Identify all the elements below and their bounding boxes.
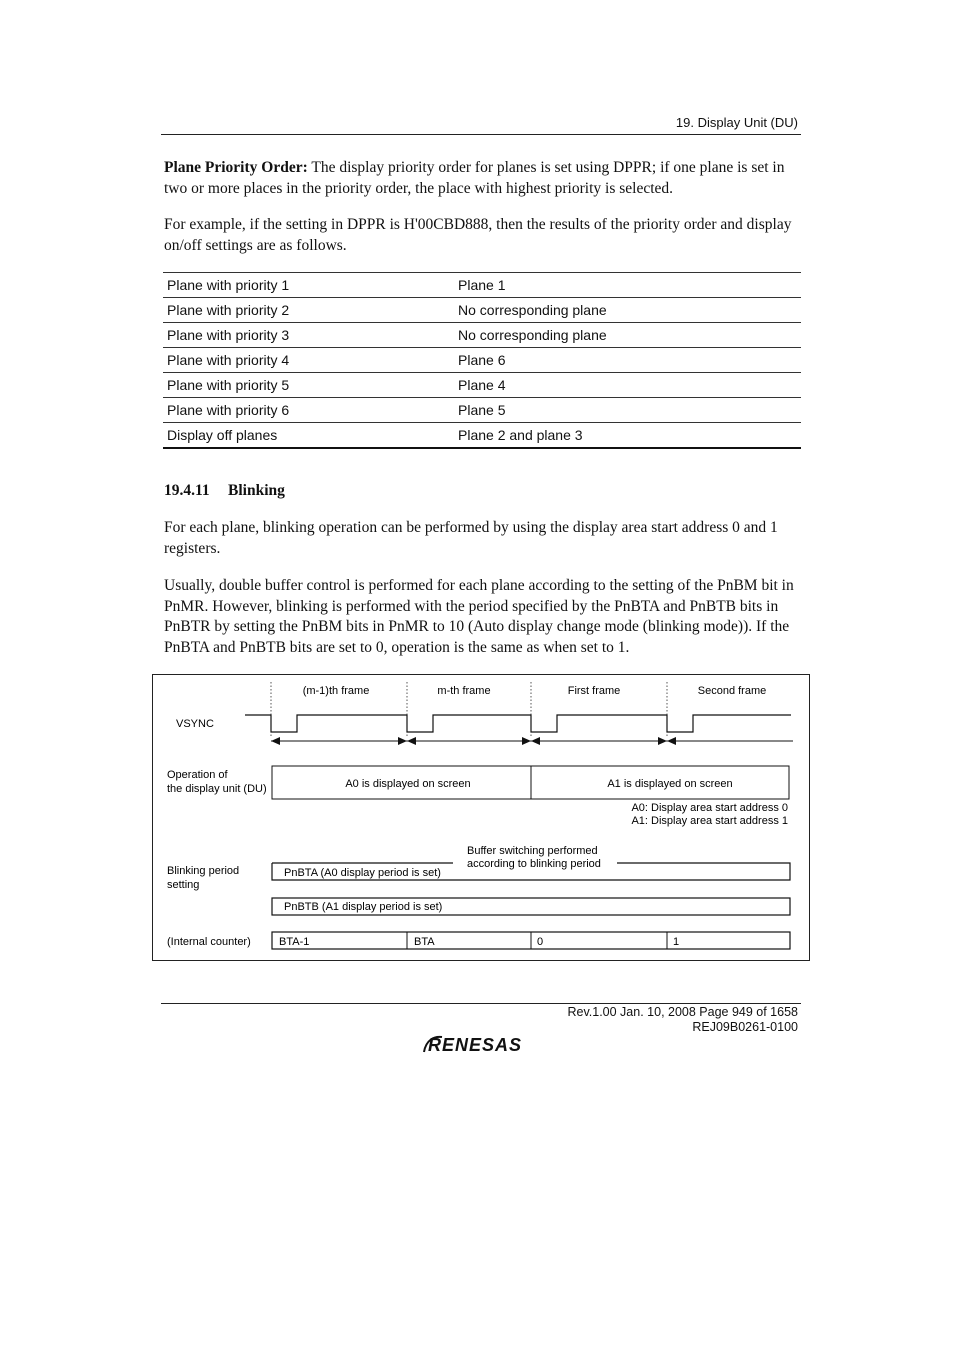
footer-rule: [161, 1003, 801, 1004]
table-cell: Plane with priority 1: [163, 273, 454, 298]
buffer-note: according to blinking period: [467, 858, 601, 870]
section-number: 19.4.11: [164, 482, 210, 499]
table-cell: Plane 6: [454, 348, 801, 373]
table-cell: Plane with priority 3: [163, 323, 454, 348]
table-cell: No corresponding plane: [454, 298, 801, 323]
pnbta-text: PnBTA (A0 display period is set): [284, 867, 441, 879]
section-title: Blinking: [228, 482, 285, 499]
vsync-waveform: [245, 715, 791, 732]
counter-value: BTA-1: [279, 936, 310, 948]
blinking-paragraph-1: For each plane, blinking operation can be performed by using the display area start address 0 and 1 registers.: [164, 519, 778, 557]
header-rule: [161, 134, 801, 135]
section-heading: [164, 482, 285, 500]
table-cell: No corresponding plane: [454, 323, 801, 348]
frame-label: Second frame: [697, 685, 767, 697]
plane-priority-heading: Plane Priority Order:: [164, 159, 308, 176]
plane-priority-text: The display priority order for planes is set using DPPR; if one plane is set in two or more places in the priority order, the place with highest priority is selected.: [164, 159, 785, 197]
arrowhead: [522, 737, 531, 745]
a0-note: A0: Display area start address 0: [631, 802, 788, 814]
example-paragraph: For example, if the setting in DPPR is H'00CBD888, then the results of the priority order and display on/off settings are as follows.: [164, 216, 792, 254]
table-cell: Plane 2 and plane 3: [454, 423, 801, 449]
table-row: [163, 348, 801, 373]
blink-label: setting: [167, 879, 200, 891]
arrowhead: [531, 737, 540, 745]
arrowhead: [398, 737, 407, 745]
table-cell: Plane 4: [454, 373, 801, 398]
table-cell: Plane 5: [454, 398, 801, 423]
page-footer: [567, 1005, 798, 1035]
table-cell: Display off planes: [163, 423, 454, 449]
blinking-timing-diagram: [152, 674, 810, 961]
logo-wordmark: RENESAS: [428, 1035, 523, 1055]
counter-value: BTA: [414, 936, 435, 948]
vsync-label: VSYNC: [176, 718, 214, 730]
table-row: [163, 423, 801, 449]
table-row: [163, 273, 801, 298]
pnbtb-text: PnBTB (A1 display period is set): [284, 901, 443, 913]
buffer-note: Buffer switching performed: [467, 845, 598, 857]
frame-label: m-th frame: [437, 685, 491, 697]
revision-line: Rev.1.00 Jan. 10, 2008 Page 949 of 1658: [567, 1005, 798, 1019]
logo-svg: [420, 1032, 542, 1056]
frame-label: First frame: [567, 685, 621, 697]
timing-diagram-svg: [153, 675, 809, 960]
table-row: [163, 323, 801, 348]
priority-table: [163, 272, 801, 449]
counter-value: 1: [673, 936, 680, 948]
table-row: [163, 373, 801, 398]
counter-value: 0: [537, 936, 544, 948]
operation-label: Operation of: [167, 769, 228, 781]
arrowhead: [667, 737, 676, 745]
table-cell: Plane with priority 2: [163, 298, 454, 323]
arrowhead: [658, 737, 667, 745]
operation-label: the display unit (DU): [167, 783, 267, 795]
running-header: 19. Display Unit (DU): [675, 115, 798, 130]
document-number: REJ09B0261-0100: [692, 1020, 798, 1034]
a1-note: A1: Display area start address 1: [631, 815, 788, 827]
frame-label: (m-1)th frame: [302, 685, 370, 697]
table-cell: Plane with priority 4: [163, 348, 454, 373]
arrowhead: [271, 737, 280, 745]
a1-display-text: A1 is displayed on screen: [607, 778, 733, 790]
blinking-paragraph-2: Usually, double buffer control is performed for each plane according to the setting of the PnBM bit in PnMR. However, blinking is performed with the period specified by the PnBTA and PnBTB bits in PnBTR by setting the PnBM bits in PnMR to 10 (Auto display change mode (blinking mode)). If the PnBTA and PnBTB bits are set to 0, operation is the same as when set to 1.: [164, 577, 794, 656]
a0-display-text: A0 is displayed on screen: [345, 778, 471, 790]
renesas-logo: [420, 1032, 542, 1061]
arrowhead: [407, 737, 416, 745]
table-cell: Plane with priority 6: [163, 398, 454, 423]
table-row: [163, 398, 801, 423]
plane-priority-paragraph: [164, 158, 804, 199]
table-row: [163, 298, 801, 323]
table-cell: Plane 1: [454, 273, 801, 298]
table-cell: Plane with priority 5: [163, 373, 454, 398]
counter-label: (Internal counter): [167, 936, 251, 948]
blink-label: Blinking period: [167, 865, 240, 877]
